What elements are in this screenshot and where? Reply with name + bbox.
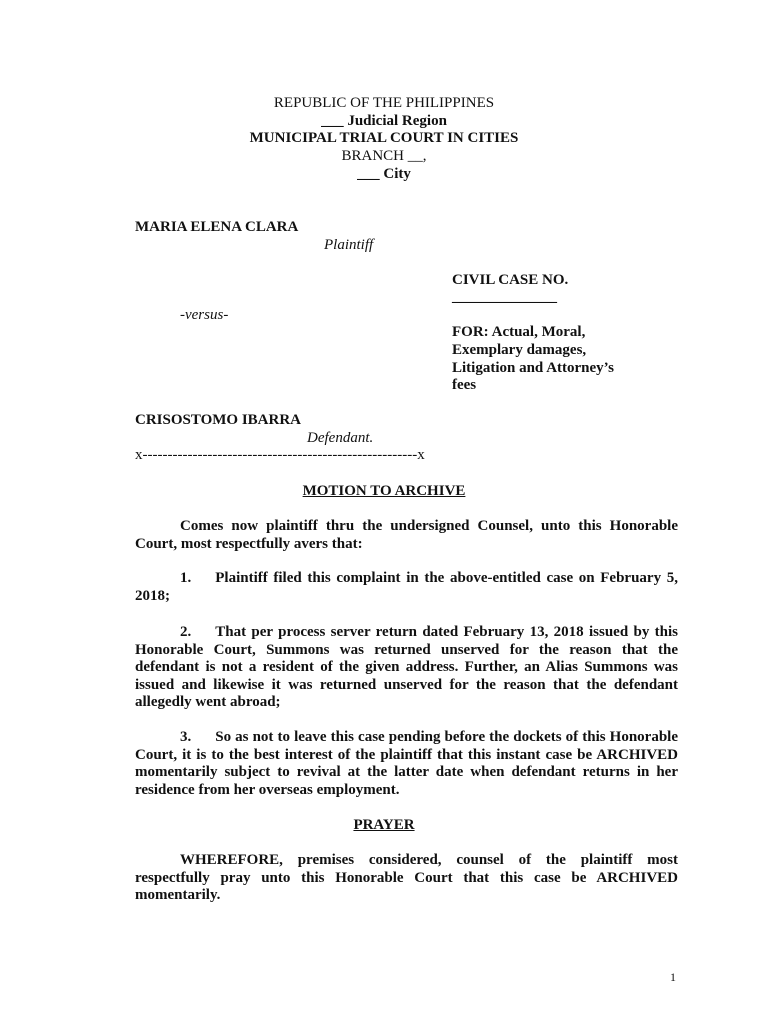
header-branch: BRANCH __, bbox=[341, 148, 427, 164]
paragraph-text: That per process server return dated February 13, 2018 issued by this Honorable Court, Summons was returned unserved for the reason that the defendant is not a resident of the given address. Further, an Alias Summons was issued and likewise it was returned unserved for the reason that the defendant allegedly went abroad; bbox=[135, 624, 678, 710]
caption-separator: x-------------------------------------------------------x bbox=[135, 447, 425, 463]
header-city: ___ City bbox=[357, 166, 411, 182]
prayer-text: WHEREFORE, premises considered, counsel of the plaintiff most respectfully pray unto this Honorable Court that this case be ARCHIVED momentarily. bbox=[135, 852, 678, 903]
plaintiff-label: Plaintiff bbox=[324, 237, 374, 253]
plaintiff-name: MARIA ELENA CLARA bbox=[135, 219, 299, 235]
defendant-name: CRISOSTOMO IBARRA bbox=[135, 412, 302, 428]
paragraph-number: 3. bbox=[180, 729, 192, 745]
intro-paragraph bbox=[135, 518, 678, 553]
for-label: FOR: bbox=[452, 324, 489, 340]
paragraph-2 bbox=[135, 624, 678, 712]
prayer-heading: PRAYER bbox=[353, 817, 415, 833]
header-region: ___ Judicial Region bbox=[321, 113, 447, 129]
paragraph-number: 2. bbox=[180, 624, 192, 640]
for-line-2: Exemplary damages, bbox=[452, 342, 587, 358]
case-no-blank: ______________ bbox=[452, 289, 557, 305]
header-republic: REPUBLIC OF THE PHILIPPINES bbox=[273, 95, 495, 111]
paragraph-3 bbox=[135, 729, 678, 799]
for-line-3: Litigation and Attorney’s bbox=[452, 360, 614, 376]
intro-text: Comes now plaintiff thru the undersigned Counsel, unto this Honorable Court, most respectfully avers that: bbox=[135, 518, 678, 552]
case-no-label: CIVIL CASE NO. bbox=[452, 272, 569, 288]
versus: -versus- bbox=[180, 307, 229, 323]
defendant-label: Defendant. bbox=[307, 430, 374, 446]
for-line-1 bbox=[452, 324, 585, 341]
paragraph-1 bbox=[135, 570, 678, 605]
header-court: MUNICIPAL TRIAL COURT IN CITIES bbox=[249, 130, 519, 146]
paragraph-text: Plaintiff filed this complaint in the above-entitled case on February 5, 2018; bbox=[135, 570, 678, 604]
for-line-4: fees bbox=[452, 377, 477, 393]
paragraph-number: 1. bbox=[180, 570, 192, 586]
for-text-1: Actual, Moral, bbox=[491, 324, 586, 340]
paragraph-text: So as not to leave this case pending before the dockets of this Honorable Court, it is to the best interest of the plaintiff that this instant case be ARCHIVED momentarily subject to revival at the latter date when defendant returns in her residence from her overseas employment. bbox=[135, 729, 678, 798]
motion-title: MOTION TO ARCHIVE bbox=[302, 483, 466, 499]
prayer-paragraph bbox=[135, 852, 678, 905]
page-number: 1 bbox=[670, 970, 676, 984]
